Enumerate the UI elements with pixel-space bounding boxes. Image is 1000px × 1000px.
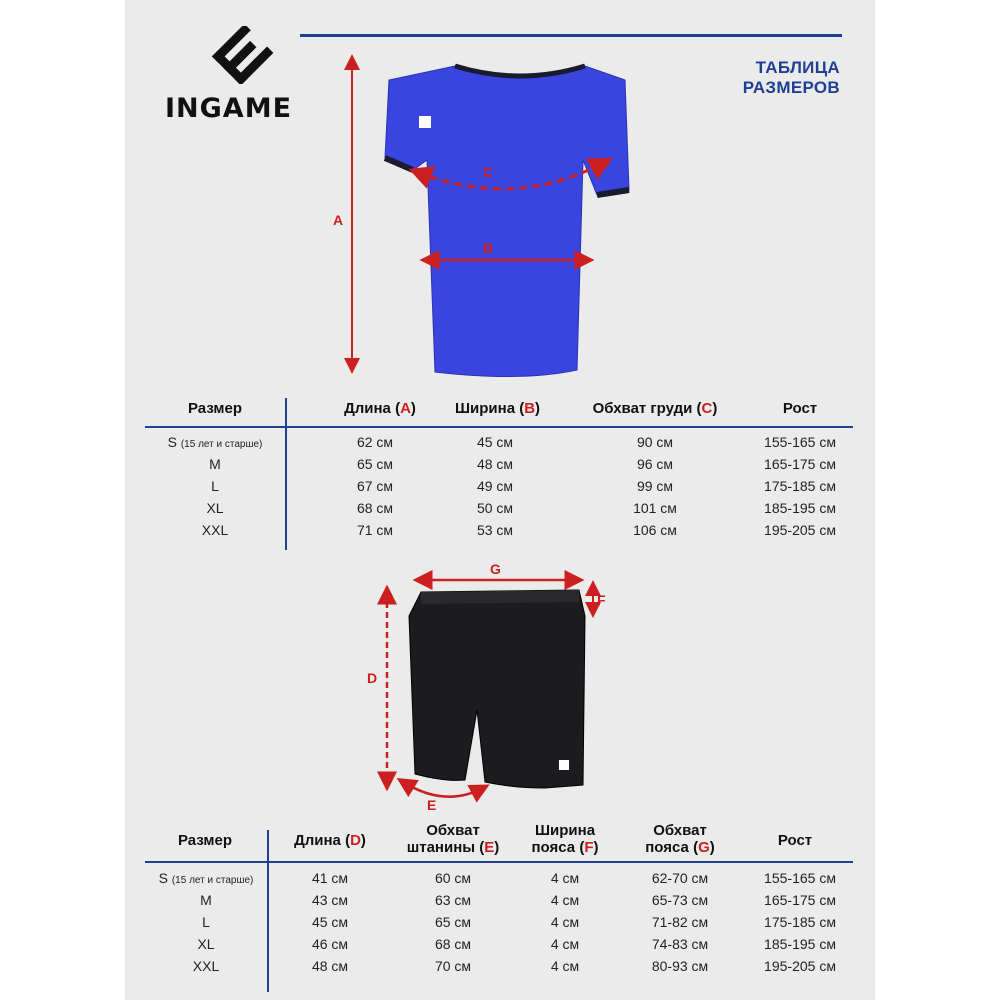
shorts-cell-leg: 63 см [434,892,472,908]
shorts-cell-waist_width: 4 см [550,892,580,908]
shirt-table-row [145,456,853,478]
shorts-cell-length: 41 см [311,870,349,886]
shirt-size-table [145,398,853,548]
shorts-cell-waist: 71-82 см [651,914,709,930]
shorts-cell-height: 155-165 см [764,870,836,886]
shirt-cell-chest: 101 см [633,500,677,516]
shirt-header-height: Рост [782,400,818,417]
title-rule [300,34,842,37]
shorts-header-height: Рост [777,832,813,849]
shorts-header-leg: Обхват штанины (E) [406,822,500,856]
shirt-cell-length: 71 см [356,522,394,538]
title-line-1: ТАБЛИЦА [755,58,840,77]
shorts-cell-length: 43 см [311,892,349,908]
shorts-header-length: Длина (D) [294,832,366,849]
shorts-logo-icon [559,760,569,770]
shorts-cell-waist: 62-70 см [651,870,709,886]
shirt-cell-chest: 96 см [636,456,674,472]
shirt-cell-length: 62 см [356,434,394,450]
shorts-table-row [145,892,853,914]
shorts-table-row [145,914,853,936]
shorts-cell-size: S (15 лет и старше) [158,870,254,886]
shorts-cell-leg: 70 см [434,958,472,974]
arrow-e [403,782,483,797]
shirt-table-row [145,500,853,522]
shirt-cell-width: 50 см [476,500,514,516]
page-title [645,58,840,98]
shorts-cell-length: 46 см [311,936,349,952]
shorts-cell-height: 165-175 см [764,892,836,908]
shorts-table-row [145,958,853,980]
shirt-cell-height: 185-195 см [764,500,836,516]
shorts-cell-size: XL [197,936,215,952]
size-chart-page [125,0,875,1000]
label-b: B [483,240,494,256]
shirt-cell-height: 175-185 см [764,478,836,494]
shorts-header-waist: Обхват пояса (G) [645,822,715,856]
shorts-cell-waist: 74-83 см [651,936,709,952]
shirt-header-width: Ширина (B) [454,400,541,417]
shorts-cell-waist_width: 4 см [550,958,580,974]
shorts-cell-length: 45 см [311,914,349,930]
shorts-body [409,590,585,788]
shirt-cell-length: 68 см [356,500,394,516]
shorts-header-divider [145,861,853,863]
shorts-cell-height: 195-205 см [764,958,836,974]
shorts-cell-waist_width: 4 см [550,936,580,952]
title-line-2: РАЗМЕРОВ [742,78,840,97]
shirt-cell-size: L [211,478,219,494]
shirt-cell-chest: 106 см [633,522,677,538]
shorts-table-row [145,936,853,958]
shirt-cell-length: 67 см [356,478,394,494]
shorts-cell-height: 185-195 см [764,936,836,952]
shorts-cell-waist: 80-93 см [651,958,709,974]
label-f: F [597,592,606,608]
label-a: A [333,212,344,228]
shirt-cell-length: 65 см [356,456,394,472]
shorts-cell-leg: 68 см [434,936,472,952]
shorts-header-waist-width: Ширина пояса (F) [531,822,599,856]
shirt-cell-width: 53 см [476,522,514,538]
label-d: D [367,670,378,686]
shirt-logo-icon [419,116,431,128]
shorts-cell-size: XXL [192,958,220,974]
label-c: C [483,164,494,180]
shorts-cell-waist_width: 4 см [550,914,580,930]
shirt-table-row [145,434,853,456]
shorts-cell-leg: 65 см [434,914,472,930]
shorts-cell-waist: 65-73 см [651,892,709,908]
shirt-cell-size: M [209,456,221,472]
shirt-cell-size: XXL [201,522,229,538]
ingame-logo-icon [210,26,276,84]
shorts-waistband [421,590,579,604]
shirt-cell-width: 49 см [476,478,514,494]
shorts-cell-waist_width: 4 см [550,870,580,886]
shirt-table-row [145,522,853,544]
shirt-cell-height: 195-205 см [764,522,836,538]
shirt-cell-chest: 99 см [636,478,674,494]
shorts-cell-size: L [202,914,210,930]
shirt-cell-height: 165-175 см [764,456,836,472]
shorts-cell-height: 175-185 см [764,914,836,930]
shirt-cell-size: XL [206,500,224,516]
shirt-cell-width: 48 см [476,456,514,472]
label-e: E [427,797,437,813]
shorts-size-table [145,822,853,992]
shirt-cell-size: S (15 лет и старше) [167,434,263,450]
shorts-cell-leg: 60 см [434,870,472,886]
shorts-illustration [365,560,625,810]
shirt-cell-width: 45 см [476,434,514,450]
shirt-header-divider [145,426,853,428]
shirt-cell-chest: 90 см [636,434,674,450]
shirt-header-length: Длина (A) [344,400,416,417]
shirt-header-chest: Обхват груди (C) [592,400,718,417]
tshirt-illustration [325,50,645,390]
shorts-header-size: Размер [177,832,233,849]
shirt-header-size: Размер [187,400,243,417]
shirt-table-row [145,478,853,500]
shirt-body [385,66,629,377]
shorts-cell-length: 48 см [311,958,349,974]
shorts-cell-size: M [200,892,212,908]
shirt-cell-height: 155-165 см [764,434,836,450]
label-g: G [490,561,501,577]
shorts-table-row [145,870,853,892]
brand-name: INGAME [165,93,293,124]
